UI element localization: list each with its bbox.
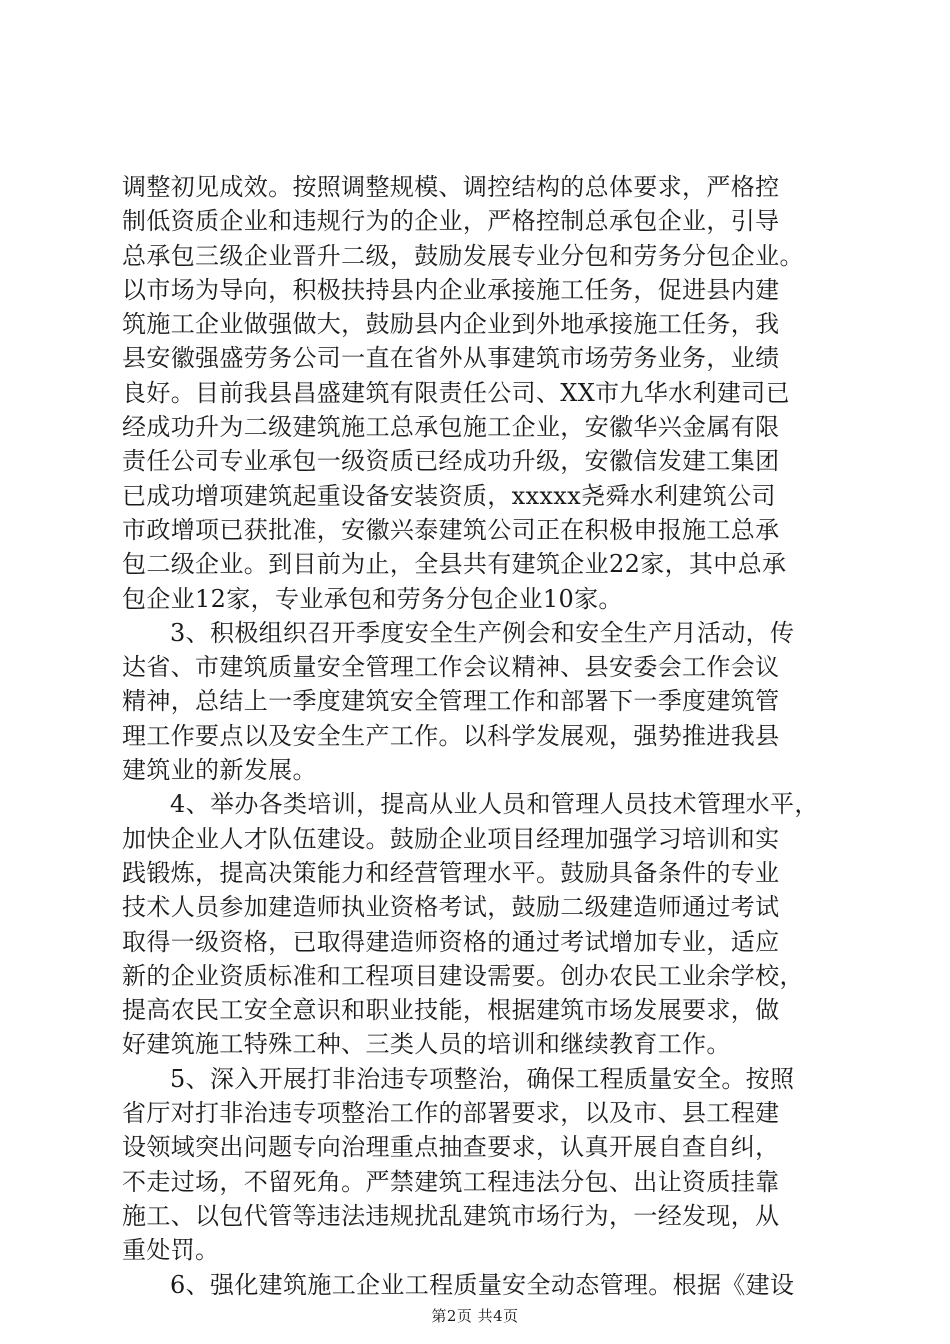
text-line: 好建筑施工特殊工种、三类人员的培训和继续教育工作。 — [122, 1030, 731, 1059]
paragraph-start-line: 6、强化建筑施工企业工程质量安全动态管理。根据《建设 — [170, 1270, 795, 1299]
text-line: 设领域突出问题专向治理重点抽查要求，认真开展自查自纠， — [122, 1133, 780, 1162]
text-line: 重处罚。 — [122, 1236, 220, 1265]
page-number: 第2页 共4页 — [431, 1307, 519, 1325]
text-line: 经成功升为二级建筑施工总承包施工企业，安徽华兴金属有限 — [122, 413, 780, 442]
text-line: 包二级企业。到目前为止，全县共有建筑企业22家，其中总承 — [122, 550, 787, 579]
text-line: 筑施工企业做强做大，鼓励县内企业到外地承接施工任务，我 — [122, 310, 780, 339]
text-line: 施工、以包代管等违法违规扰乱建筑市场行为，一经发现，从 — [122, 1201, 780, 1230]
text-line: 不走过场，不留死角。严禁建筑工程违法分包、出让资质挂靠 — [122, 1167, 780, 1196]
paragraph-start-line: 3、积极组织召开季度安全生产例会和安全生产月活动，传 — [170, 618, 795, 647]
text-line: 良好。目前我县昌盛建筑有限责任公司、XX市九华水利建司已 — [122, 378, 790, 407]
text-line: 省厅对打非治违专项整治工作的部署要求，以及市、县工程建 — [122, 1099, 780, 1128]
text-line: 技术人员参加建造师执业资格考试，鼓励二级建造师通过考试 — [122, 893, 780, 922]
text-line: 包企业12家，专业承包和劳务分包企业10家。 — [122, 584, 623, 613]
text-line: 县安徽强盛劳务公司一直在省外从事建筑市场劳务业务，业绩 — [122, 344, 780, 373]
text-line: 精神，总结上一季度建筑安全管理工作和部署下一季度建筑管 — [122, 687, 780, 716]
text-line: 取得一级资格，已取得建造师资格的通过考试增加专业，适应 — [122, 927, 780, 956]
text-line: 加快企业人才队伍建设。鼓励企业项目经理加强学习培训和实 — [122, 824, 780, 853]
text-line: 建筑业的新发展。 — [122, 756, 317, 785]
text-line: 总承包三级企业晋升二级，鼓励发展专业分包和劳务分包企业。 — [122, 241, 804, 270]
text-line: 理工作要点以及安全生产工作。以科学发展观，强势推进我县 — [122, 721, 780, 750]
paragraph-start-line: 4、举办各类培训，提高从业人员和管理人员技术管理水平， — [170, 790, 819, 819]
text-line: 提高农民工安全意识和职业技能，根据建筑市场发展要求，做 — [122, 996, 780, 1025]
text-line: 达省、市建筑质量安全管理工作会议精神、县安委会工作会议 — [122, 653, 780, 682]
text-line: 制低资质企业和违规行为的企业，严格控制总承包企业，引导 — [122, 207, 780, 236]
text-line: 责任公司专业承包一级资质已经成功升级，安徽信发建工集团 — [122, 447, 780, 476]
page-footer — [0, 1305, 950, 1326]
text-line: 新的企业资质标准和工程项目建设需要。创办农民工业余学校， — [122, 961, 804, 990]
text-line: 已成功增项建筑起重设备安装资质，xxxxx尧舜水利建筑公司 — [122, 481, 776, 510]
text-line: 市政增项已获批准，安徽兴泰建筑公司正在积极申报施工总承 — [122, 515, 780, 544]
text-line: 调整初见成效。按照调整规模、调控结构的总体要求，严格控 — [122, 173, 780, 201]
paragraph-start-line: 5、深入开展打非治违专项整治，确保工程质量安全。按照 — [170, 1064, 795, 1093]
text-line: 以市场为导向，积极扶持县内企业承接施工任务，促进县内建 — [122, 275, 780, 304]
text-line: 践锻炼，提高决策能力和经营管理水平。鼓励具备条件的专业 — [122, 858, 780, 887]
document-body — [122, 170, 832, 1302]
